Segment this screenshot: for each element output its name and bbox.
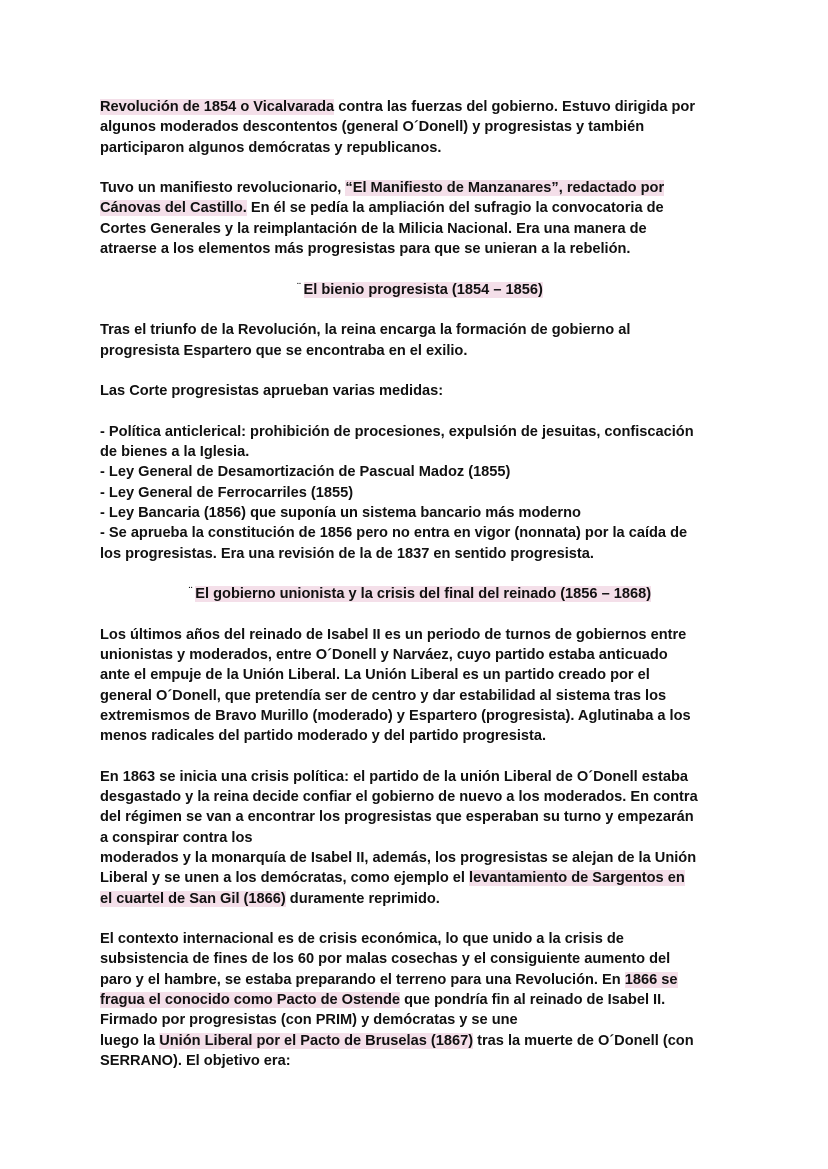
paragraph-line: extremismos de Bravo Murillo (moderado) y Espartero (progresista). Aglutinaba a los	[100, 707, 691, 724]
paragraph-line: participaron algunos demócratas y republicanos.	[100, 139, 442, 156]
list-item: - Se aprueba la constitución de 1856 pero no entra en vigor (nonnata) por la caída de	[100, 525, 688, 542]
text-run: Liberal y se unen a los demócratas, como ejemplo el	[100, 870, 470, 887]
paragraph-line: del régimen se van a encontrar los progresistas que esperaban su turno y empezarán	[100, 809, 694, 826]
paragraph-line: progresista Espartero que se encontraba en el exilio.	[100, 342, 468, 359]
paragraph-line: unionistas y moderados, entre O´Donell y Narváez, cuyo partido estaba anticuado	[100, 647, 668, 664]
list-item: - Ley General de Desamortización de Pascual Madoz (1855)	[100, 464, 511, 481]
paragraph-line	[100, 889, 740, 909]
section-heading-text: El bienio progresista (1854 – 1856)	[303, 281, 543, 298]
highlighted-text: levantamiento de Sargentos en	[469, 870, 685, 887]
paragraph-line	[100, 178, 740, 198]
text-run: luego la	[100, 1032, 160, 1049]
list-item: - Política anticlerical: prohibición de procesiones, expulsión de jesuitas, confiscación	[100, 423, 694, 440]
text-run: paro y el hambre, se estaba preparando el terreno para una Revolución. En	[100, 971, 625, 988]
paragraph-line: algunos moderados descontentos (general O´Donell) y progresistas y también	[100, 119, 645, 136]
text-run: En él se pedía la ampliación del sufragio la convocatoria de	[246, 200, 664, 217]
section-heading	[100, 584, 740, 604]
paragraph-line	[100, 198, 740, 218]
text-run: Tuvo un manifiesto revolucionario,	[100, 180, 346, 197]
paragraph-line: Firmado por progresistas (con PRIM) y demócratas y se une	[100, 1012, 518, 1029]
highlighted-text: Unión Liberal por el Pacto de Bruselas (1867)	[159, 1032, 474, 1049]
highlighted-text: fragua el conocido como Pacto de Ostende	[100, 992, 401, 1009]
text-run: duramente reprimido.	[285, 890, 440, 907]
paragraph-line: a conspirar contra los	[100, 829, 253, 846]
paragraph-line	[100, 990, 740, 1010]
paragraph-line: atraerse a los elementos más progresistas para que se unieran a la rebelión.	[100, 241, 631, 258]
section-heading	[100, 280, 740, 300]
highlighted-text: 1866 se	[624, 971, 678, 988]
text-run: que pondría fin al reinado de Isabel II.	[400, 992, 666, 1009]
paragraph-line: general O´Donell, que pretendía ser de centro y dar estabilidad al sistema tras los	[100, 687, 667, 704]
list-item: los progresistas. Era una revisión de la de 1837 en sentido progresista.	[100, 545, 594, 562]
text-run: contra las fuerzas del gobierno. Estuvo dirigida por	[334, 99, 696, 115]
paragraph-line	[100, 868, 740, 888]
paragraph-line: Tras el triunfo de la Revolución, la reina encarga la formación de gobierno al	[100, 322, 631, 339]
highlighted-text: “El Manifiesto de Manzanares”, redactado por	[345, 180, 665, 197]
highlighted-text: el cuartel de San Gil (1866)	[100, 890, 286, 907]
highlighted-text: Revolución de 1854 o Vicalvarada	[100, 99, 335, 115]
paragraph-line: Cortes Generales y la reimplantación de la Milicia Nacional. Era una manera de	[100, 220, 647, 237]
paragraph-line: Los últimos años del reinado de Isabel II es un periodo de turnos de gobiernos entre	[100, 626, 687, 643]
paragraph-line: En 1863 se inicia una crisis política: el partido de la unión Liberal de O´Donell estaba	[100, 768, 688, 785]
highlighted-text: Cánovas del Castillo.	[100, 200, 247, 217]
paragraph-line: ante el empuje de la Unión Liberal. La Unión Liberal es un partido creado por el	[100, 667, 650, 684]
paragraph-line: El contexto internacional es de crisis económica, lo que unido a la crisis de	[100, 931, 624, 948]
paragraph-line	[100, 970, 740, 990]
paragraph-line	[100, 1031, 740, 1051]
bullet-icon: ¨	[188, 586, 193, 598]
list-item: - Ley Bancaria (1856) que suponía un sistema bancario más moderno	[100, 504, 581, 521]
document-page	[100, 97, 740, 1071]
list-item: de bienes a la Iglesia.	[100, 444, 250, 461]
section-heading-text: El gobierno unionista y la crisis del final del reinado (1856 – 1868)	[195, 586, 652, 603]
bullet-icon: ¨	[297, 281, 301, 293]
paragraph-line: moderados y la monarquía de Isabel II, además, los progresistas se alejan de la Unión	[100, 849, 697, 866]
paragraph-line: subsistencia de fines de los 60 por malas cosechas y el consiguiente aumento del	[100, 951, 671, 968]
paragraph-line: SERRANO). El objetivo era:	[100, 1052, 291, 1069]
list-item: - Ley General de Ferrocarriles (1855)	[100, 484, 354, 501]
paragraph-line: desgastado y la reina decide confiar el gobierno de nuevo a los moderados. En contra	[100, 789, 698, 806]
text-run: tras la muerte de O´Donell (con	[473, 1032, 694, 1049]
paragraph-line: menos radicales del partido moderado y del partido progresista.	[100, 728, 547, 745]
paragraph-line: Las Corte progresistas aprueban varias medidas:	[100, 383, 444, 400]
paragraph-line	[100, 97, 740, 117]
